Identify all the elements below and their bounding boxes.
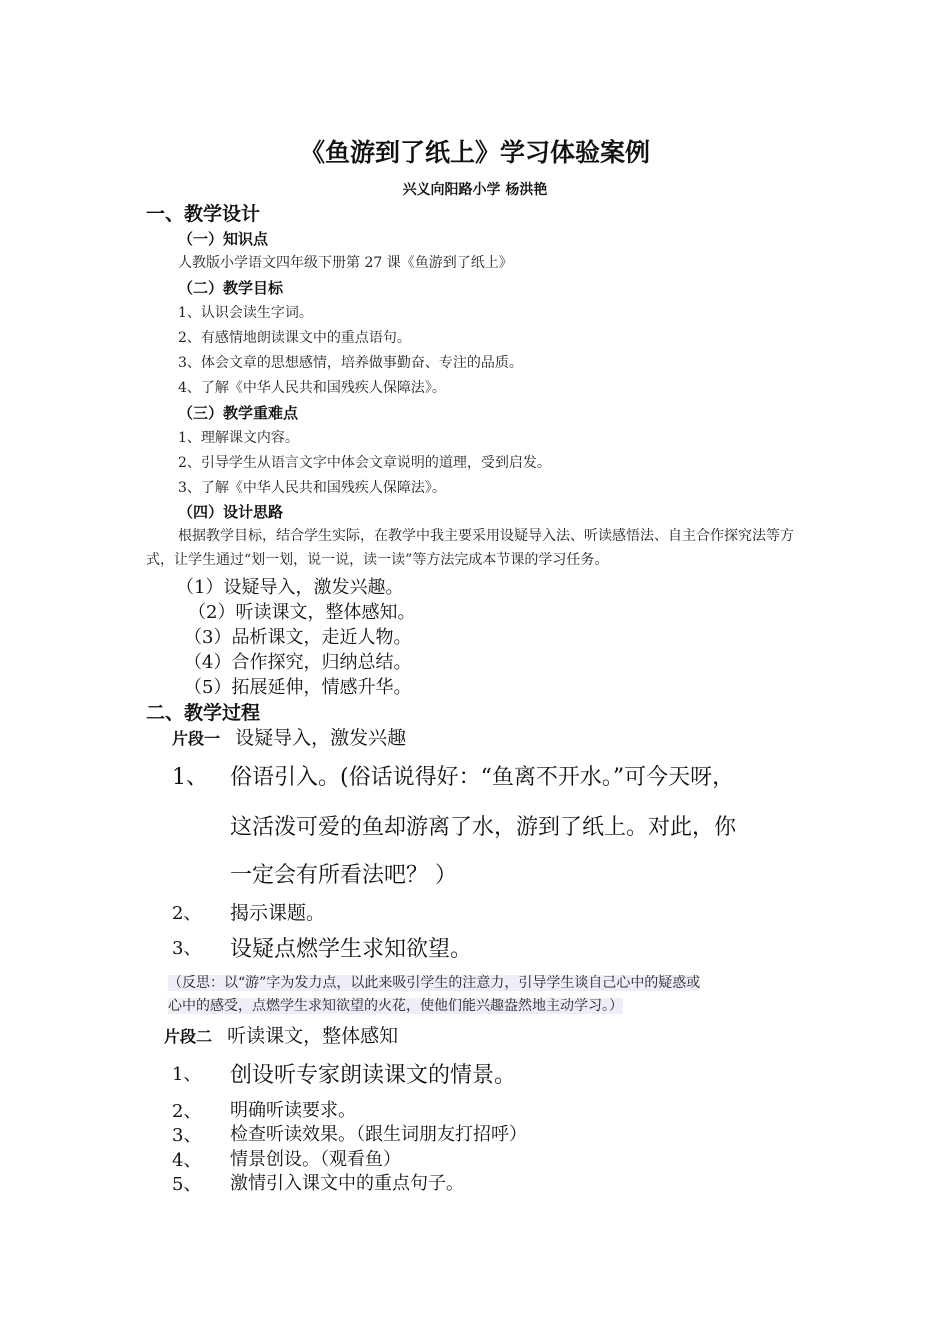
item-number: 3、 <box>172 938 202 959</box>
approach-step: （5）拓展延伸，情感升华。 <box>184 677 412 698</box>
approach-heading: （四）设计思路 <box>178 503 284 521</box>
item-text: 激情引入课文中的重点句子。 <box>230 1173 464 1194</box>
knowledge-text: 人教版小学语文四年级下册第 27 课《鱼游到了纸上》 <box>178 255 513 271</box>
item-text: 设疑点燃学生求知欲望。 <box>230 937 473 962</box>
approach-step: （4）合作探究，归纳总结。 <box>184 652 412 673</box>
part-2-header <box>164 1021 398 1048</box>
difficulty-item: 2、引导学生从语言文字中体会文章说明的道理，受到启发。 <box>178 455 551 471</box>
reflection-line: （反思：以“游”字为发力点，以此来吸引学生的注意力，引导学生谈自己心中的疑惑或 <box>168 975 701 991</box>
part-2-title: 听读课文，整体感知 <box>227 1025 399 1047</box>
item-number: 2、 <box>172 903 202 924</box>
goal-item: 2、有感情地朗读课文中的重点语句。 <box>178 330 411 346</box>
item-text: 明确听读要求。 <box>230 1100 356 1121</box>
document-title: 《鱼游到了纸上》学习体验案例 <box>299 138 650 167</box>
difficulty-item: 1、理解课文内容。 <box>178 430 299 446</box>
part-2-label: 片段二 <box>164 1027 213 1046</box>
approach-step: （1）设疑导入，激发兴趣。 <box>176 577 404 598</box>
item-text-line: 俗语引入。(俗话说得好：“鱼离不开水。”可今天呀， <box>230 765 735 790</box>
item-number: 2、 <box>172 1101 202 1122</box>
part-1-item <box>172 899 201 925</box>
author-line: 兴义向阳路小学 杨洪艳 <box>402 182 548 198</box>
approach-paragraph: 根据教学目标，结合学生实际，在教学中我主要采用设疑导入法、听读感悟法、自主合作探究法等方式，让学生通过“划一划，说一说，读一读”等方法完成本节课的学习任务。 <box>146 528 794 568</box>
section-2-heading: 二、教学过程 <box>146 702 261 724</box>
item-number: 5、 <box>172 1174 202 1195</box>
difficulties-heading: （三）教学重难点 <box>178 404 299 422</box>
goal-item: 4、了解《中华人民共和国残疾人保障法》。 <box>178 380 446 396</box>
goal-item: 3、体会文章的思想感情，培养做事勤奋、专注的品质。 <box>178 355 523 371</box>
item-number: 4、 <box>172 1150 202 1171</box>
item-text-line: 这活泼可爱的鱼却游离了水，游到了纸上。对此，你 <box>230 815 737 840</box>
goal-item: 1、认识会读生字词。 <box>178 305 313 321</box>
item-text: 情景创设。（观看鱼） <box>230 1149 401 1170</box>
approach-step: （3）品析课文，走近人物。 <box>184 627 412 648</box>
reflection-line: 心中的感受，点燃学生求知欲望的火花，使他们能兴趣盎然地主动学习。） <box>168 998 623 1014</box>
item-text: 检查听读效果。（跟生词朋友打招呼） <box>230 1124 527 1145</box>
item-text: 揭示课题。 <box>230 902 326 924</box>
part-1-title: 设疑导入，激发兴趣 <box>235 727 407 749</box>
part-1-header <box>172 723 406 750</box>
difficulty-item: 3、了解《中华人民共和国残疾人保障法》。 <box>178 480 446 496</box>
section-1-heading: 一、教学设计 <box>146 203 261 225</box>
item-text-line: 一定会有所看法吧？ ） <box>230 863 457 888</box>
approach-step: （2）听读课文，整体感知。 <box>188 602 416 623</box>
knowledge-heading: （一）知识点 <box>178 230 269 248</box>
item-text: 创设听专家朗读课文的情景。 <box>230 1063 517 1088</box>
part-1-item <box>172 934 201 960</box>
goals-heading: （二）教学目标 <box>178 279 284 297</box>
item-number: 1、 <box>172 1064 202 1085</box>
reflection-note <box>168 972 808 1018</box>
item-number: 1、 <box>172 765 208 790</box>
item-number: 3、 <box>172 1125 202 1146</box>
part-1-label: 片段一 <box>172 729 221 748</box>
